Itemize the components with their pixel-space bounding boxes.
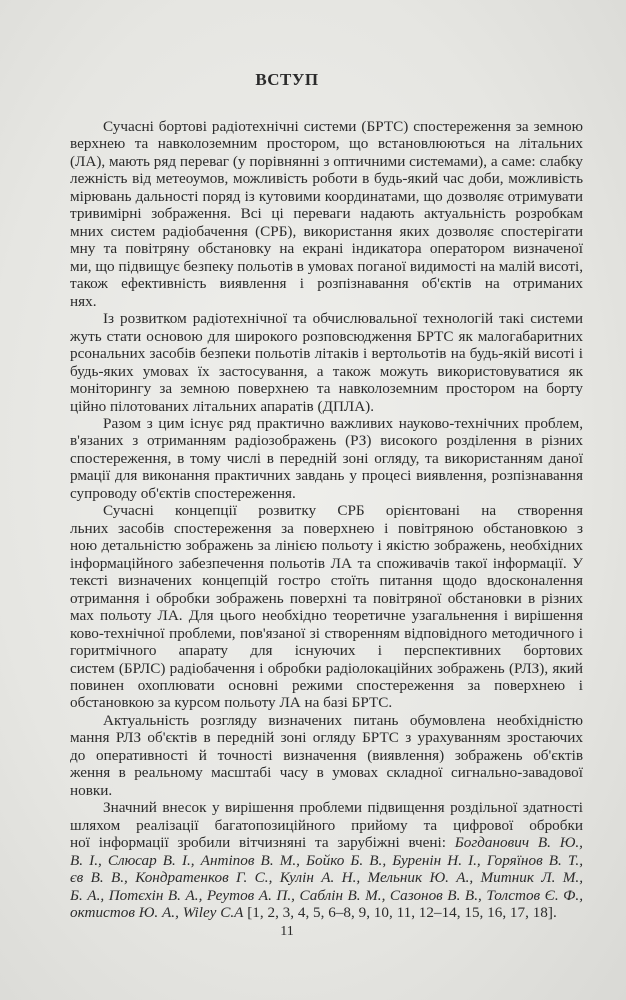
text-line: мання РЛЗ об'єктів в передній зоні огляду БРТС з урахуванням зростаючих [70, 729, 583, 747]
text-line: рсональних засобів безпеки польотів літаків і вертольотів на будь-якій висоті і [70, 345, 583, 363]
text-line: новки. [70, 781, 113, 799]
text-line: до оперативності й точності визначення (виявлення) зображень об'єктів [70, 746, 583, 764]
text-line: мну та повітряну обстановку на екрані індикатора оператором визначеної [70, 240, 583, 258]
text-line: ною детальністю зображень за лінією польоту і якістю зображень, необхідних [70, 537, 583, 555]
text-line: Із розвитком радіотехнічної та обчислювальної технологій такі системи [103, 310, 583, 328]
text-line: нях. [70, 292, 97, 310]
text-line: в'язаних з отриманням радіозображень (РЗ) високого розділення в різних [70, 432, 583, 450]
text-line: ми, що підвищує безпеку польотів в умовах поганої видимості на малій висоті, [70, 257, 583, 275]
text-line: супроводу об'єктів спостереження. [70, 484, 296, 502]
text-line: мах польоту ЛА. Для цього необхідно теоретичне узагальнення і вирішення [70, 607, 583, 625]
text-line: Актуальність розгляду визначених питань обумовлена необхідністю [103, 711, 583, 729]
page-title: ВСТУП [255, 70, 319, 89]
text-line: рмації для виконання практичних завдань у процесі виявлення, розпізнавання [70, 467, 583, 485]
text-line [70, 834, 583, 851]
text-line: шляхом реалізації багатопозиційного прийому та цифрової обробки [70, 816, 583, 834]
text-line: ження в реальному масштабі часу в умовах складної сигнально-завадової [70, 764, 583, 782]
text-line: повинен охоплювати основні режими спостереження за поверхнею і [70, 677, 583, 694]
text-line: систем (БРЛС) радіобачення і обробки радіолокаційних зображень (РЛЗ), який [70, 659, 583, 677]
text-line: тривимірні зображення. Всі ці переваги надають актуальність розробкам [70, 205, 583, 223]
text-line: обстановкою за курсом польоту ЛА на базі БРТС. [70, 694, 393, 712]
page-number: 11 [280, 924, 294, 939]
author-names: Богданович В. Ю., [454, 834, 583, 852]
text-line: також ефективність виявлення і розпізнавання об'єктів на отриманих [70, 275, 583, 293]
text-line [70, 887, 583, 904]
text-segment: ної інформації зробили вітчизняні та зарубіжні вчені: [70, 834, 455, 852]
text-line: ційно пілотованих літальних апаратів (ДПЛА). [70, 397, 375, 415]
text-line: отримання і обробки зображень поверхні та повітряної обстановки в різних [70, 589, 583, 607]
text-line: Разом з цим існує ряд практично важливих науково-технічних проблем, [103, 414, 583, 432]
text-line [70, 852, 583, 869]
text-line: горитмічного апарату для існуючих і перспективних бортових [70, 642, 583, 660]
document-body [70, 118, 583, 922]
text-line: Сучасні концепції розвитку СРБ орієнтовані на створення [103, 502, 583, 520]
text-line: верхнею та навколоземним простором, що встановлюються на літальних [70, 135, 583, 153]
text-line: ково-технічної проблеми, пов'язаної зі створенням відповідного методичного і [70, 624, 583, 642]
text-line: лежність від метеоумов, можливість роботи в будь-який час доби, можливість [70, 170, 583, 188]
author-names: єв В. В., Кондратенков Г. С., Кулін А. Н., Мельник Ю. А., Митник Л. М., [70, 869, 583, 887]
text-line [70, 904, 583, 921]
text-line: будь-яких умовах їх застосування, а також можуть використовуватися як [70, 362, 583, 380]
author-names: В. І., Слюсар В. І., Антіпов В. М., Бойко Б. В., Буренін Н. І., Горяїнов В. Т., [70, 851, 583, 869]
text-line: (ЛА), мають ряд переваг (у порівнянні з оптичними системами), а саме: слабку [70, 152, 583, 170]
text-line: моніторингу за земною поверхнею та навколоземним простором на борту [70, 380, 583, 398]
text-line: жуть стати основою для широкого розповсюдження БРТС як малогабаритних [70, 327, 583, 345]
text-line: тексті визначених концепцій гостро стоїть питання щодо вдосконалення [70, 572, 583, 590]
text-line: спостереження, в тому числі в передній зоні огляду, та використанням даної [70, 449, 583, 467]
author-names: Б. А., Потєхін В. А., Реутов А. П., Саблін В. М., Сазонов В. В., Толстов Є. Ф., [70, 886, 583, 904]
text-line: Сучасні бортові радіотехнічні системи (БРТС) спостереження за земною [103, 118, 583, 135]
text-segment: [1, 2, 3, 4, 5, 6–8, 9, 10, 11, 12–14, 15, 16, 17, 18]. [243, 904, 557, 922]
author-names: октистов Ю. А., Wiley C.A [70, 904, 244, 922]
text-line: інформаційного забезпечення польотів ЛА та споживачів такої інформації. У [70, 554, 583, 572]
text-line: Значний внесок у вирішення проблеми підвищення роздільної здатності [103, 799, 583, 817]
text-line: льних засобів спостереження за поверхнею і повітряною обстановкою з [70, 519, 583, 537]
text-line: мних систем радіобачення (СРБ), використання яких дозволяє спостерігати [70, 222, 583, 240]
text-line: мірювань дальності поряд із кутовими координатами, що дозволяє отримувати [70, 187, 583, 205]
text-line [70, 869, 583, 886]
